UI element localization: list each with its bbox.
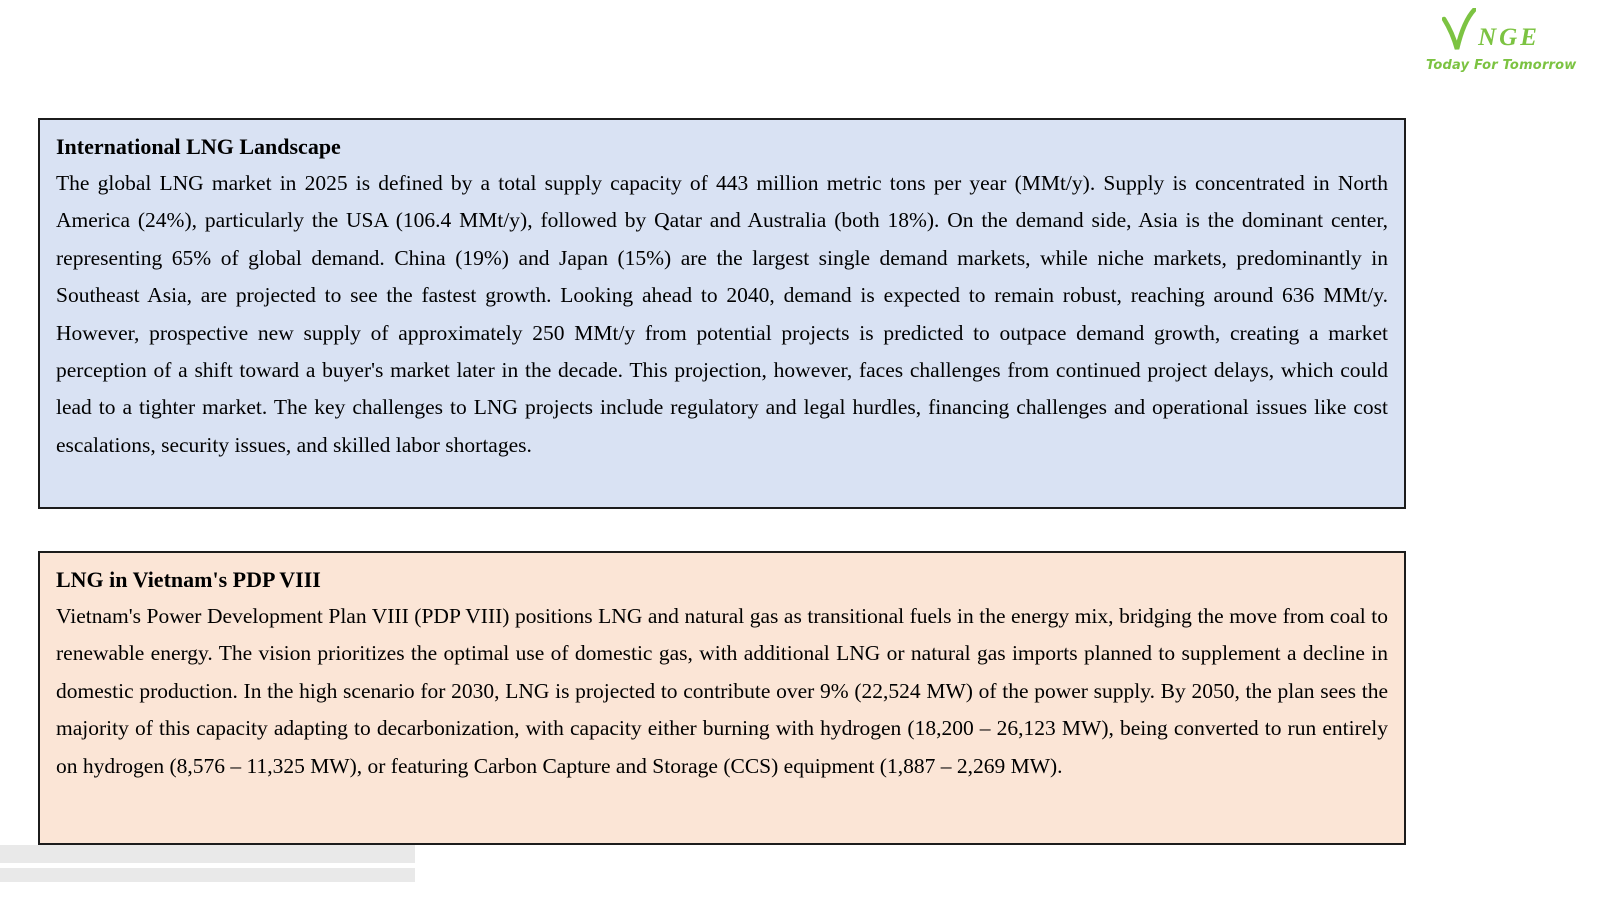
section-body-text: The global LNG market in 2025 is defined by a total supply capacity of 443 million metric tons per year (MMt/y). Supply is concentrated in North America (24%), particularly the USA (106.4 MMt/y), followed by Qatar and Australia (both 18%). On the demand side, Asia is the dominant center, representing 65% of global demand. China (19%) and Japan (15%) are the largest single demand markets, while niche markets, predominantly in Southeast Asia, are projected to see the fastest growth. Looking ahead to 2040, demand is expected to remain robust, reaching around 636 MMt/y. However, prospective new supply of approximately 250 MMt/y from potential projects is predicted to outpace demand growth, creating a market perception of a shift toward a buyer's market later in the decade. This projection, however, faces challenges from continued project delays, which could lead to a tighter market. The key challenges to LNG projects include regulatory and legal hurdles, financing challenges and operational issues like cost escalations, security issues, and skilled labor shortages. <box>56 171 1388 457</box>
placeholder-bar <box>0 868 415 882</box>
brand-tagline: Today For Tomorrow <box>1426 58 1577 73</box>
section-title: International LNG Landscape <box>56 134 341 159</box>
section-international-lng-landscape <box>38 118 1406 509</box>
section-body-text: Vietnam's Power Development Plan VIII (PDP VIII) positions LNG and natural gas as transitional fuels in the energy mix, bridging the move from coal to renewable energy. The vision prioritizes the optimal use of domestic gas, with additional LNG or natural gas imports planned to supplement a decline in domestic production. In the high scenario for 2030, LNG is projected to contribute over 9% (22,524 MW) of the power supply. By 2050, the plan sees the majority of this capacity adapting to decarbonization, with capacity either burning with hydrogen (18,200 – 26,123 MW), being converted to run entirely on hydrogen (8,576 – 11,325 MW), or featuring Carbon Capture and Storage (CCS) equipment (1,887 – 2,269 MW). <box>56 604 1388 778</box>
check-v-icon <box>1442 8 1476 52</box>
section-lng-vietnam-pdp-viii <box>38 551 1406 845</box>
brand-logo <box>1426 6 1577 73</box>
brand-logo-row <box>1426 6 1556 52</box>
brand-text: NGE <box>1478 24 1540 51</box>
placeholder-bar <box>0 845 415 863</box>
section-title: LNG in Vietnam's PDP VIII <box>56 567 321 592</box>
